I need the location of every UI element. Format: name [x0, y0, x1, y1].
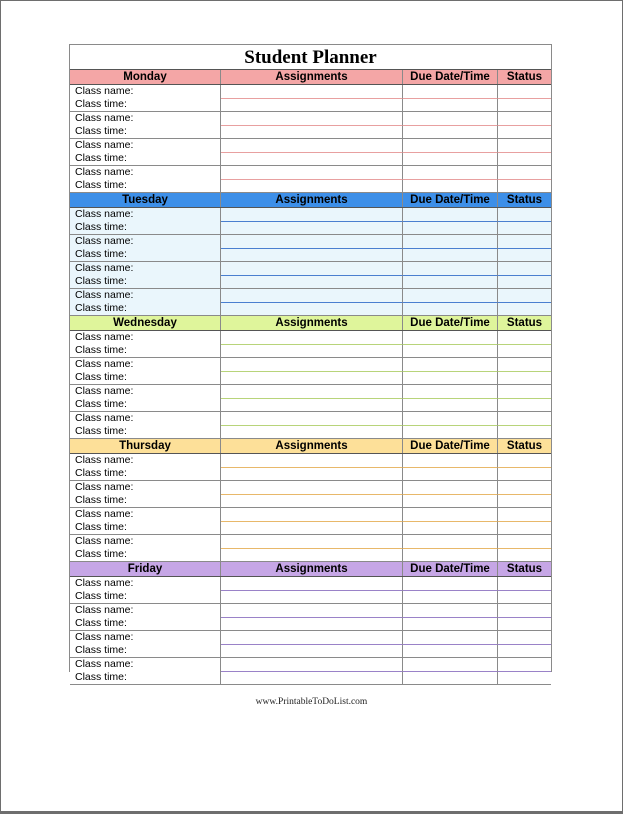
assignment-grid — [221, 208, 551, 235]
assignment-grid — [221, 412, 551, 439]
class-time-label: Class time: — [75, 344, 127, 356]
assignment-cell[interactable] — [221, 495, 403, 509]
due-cell[interactable] — [403, 549, 498, 563]
status-cell[interactable] — [498, 658, 551, 672]
class-info-cell[interactable] — [70, 139, 221, 166]
class-name-label: Class name: — [75, 208, 134, 220]
class-info-cell[interactable] — [70, 262, 221, 289]
due-header: Due Date/Time — [403, 70, 498, 84]
assignment-line — [221, 180, 551, 194]
due-cell[interactable] — [403, 672, 498, 686]
assignment-line — [221, 549, 551, 563]
assignment-cell[interactable] — [221, 631, 403, 645]
class-row — [70, 508, 551, 535]
class-row — [70, 454, 551, 481]
assignment-cell[interactable] — [221, 222, 403, 236]
assignment-cell[interactable] — [221, 426, 403, 440]
status-cell[interactable] — [498, 672, 551, 686]
assignment-cell[interactable] — [221, 372, 403, 386]
class-info-cell[interactable] — [70, 658, 221, 685]
assignment-cell[interactable] — [221, 345, 403, 359]
assignment-line — [221, 385, 551, 399]
class-name-label: Class name: — [75, 235, 134, 247]
due-cell[interactable] — [403, 426, 498, 440]
class-name-label: Class name: — [75, 535, 134, 547]
assignment-line — [221, 508, 551, 522]
class-name-label: Class name: — [75, 262, 134, 274]
status-cell[interactable] — [498, 139, 551, 153]
class-info-cell[interactable] — [70, 508, 221, 535]
assignment-line — [221, 604, 551, 618]
class-row — [70, 604, 551, 631]
class-time-label: Class time: — [75, 98, 127, 110]
assignment-line — [221, 276, 551, 290]
day-section-tuesday — [70, 193, 551, 316]
assignment-grid — [221, 385, 551, 412]
assignment-grid — [221, 331, 551, 358]
day-header — [70, 70, 551, 85]
assignment-cell[interactable] — [221, 166, 403, 180]
class-time-label: Class time: — [75, 521, 127, 533]
due-header: Due Date/Time — [403, 439, 498, 453]
assignment-line — [221, 303, 551, 317]
class-name-label: Class name: — [75, 577, 134, 589]
day-header — [70, 316, 551, 331]
status-cell[interactable] — [498, 358, 551, 372]
assignment-line — [221, 153, 551, 167]
assignment-cell[interactable] — [221, 208, 403, 222]
due-cell[interactable] — [403, 631, 498, 645]
assignment-grid — [221, 112, 551, 139]
class-name-label: Class name: — [75, 631, 134, 643]
assignment-line — [221, 535, 551, 549]
assignment-line — [221, 262, 551, 276]
day-header — [70, 562, 551, 577]
status-header: Status — [506, 563, 543, 575]
due-cell[interactable] — [403, 180, 498, 194]
class-name-label: Class name: — [75, 604, 134, 616]
due-cell[interactable] — [403, 454, 498, 468]
class-time-label: Class time: — [75, 467, 127, 479]
class-row — [70, 289, 551, 316]
status-cell[interactable] — [498, 276, 551, 290]
class-info-cell[interactable] — [70, 604, 221, 631]
class-row — [70, 235, 551, 262]
assignment-cell[interactable] — [221, 235, 403, 249]
assignment-cell[interactable] — [221, 522, 403, 536]
class-row — [70, 262, 551, 289]
class-name-label: Class name: — [75, 139, 134, 151]
class-row — [70, 139, 551, 166]
class-name-label: Class name: — [75, 166, 134, 178]
class-info-cell[interactable] — [70, 289, 221, 316]
assignment-cell[interactable] — [221, 645, 403, 659]
status-cell[interactable] — [498, 112, 551, 126]
status-cell[interactable] — [498, 166, 551, 180]
class-info-cell[interactable] — [70, 385, 221, 412]
class-name-label: Class name: — [75, 508, 134, 520]
assignment-grid — [221, 631, 551, 658]
status-cell[interactable] — [498, 289, 551, 303]
day-name: Wednesday — [70, 316, 221, 330]
due-cell[interactable] — [403, 522, 498, 536]
due-cell[interactable] — [403, 618, 498, 632]
assignment-line — [221, 399, 551, 413]
day-section-wednesday — [70, 316, 551, 439]
class-row — [70, 577, 551, 604]
status-cell[interactable] — [498, 522, 551, 536]
due-cell[interactable] — [403, 112, 498, 126]
due-cell[interactable] — [403, 166, 498, 180]
class-name-label: Class name: — [75, 112, 134, 124]
assignment-cell[interactable] — [221, 85, 403, 99]
status-cell[interactable] — [498, 495, 551, 509]
day-header — [70, 439, 551, 454]
status-cell[interactable] — [498, 535, 551, 549]
due-cell[interactable] — [403, 345, 498, 359]
class-row — [70, 412, 551, 439]
assignment-line — [221, 454, 551, 468]
status-cell[interactable] — [498, 577, 551, 591]
day-section-monday — [70, 70, 551, 193]
class-time-label: Class time: — [75, 398, 127, 410]
status-cell[interactable] — [498, 180, 551, 194]
assignments-header: Assignments — [221, 316, 403, 330]
due-cell[interactable] — [403, 508, 498, 522]
assignment-cell[interactable] — [221, 331, 403, 345]
class-time-label: Class time: — [75, 152, 127, 164]
due-cell[interactable] — [403, 249, 498, 263]
class-info-cell[interactable] — [70, 235, 221, 262]
class-info-cell[interactable] — [70, 331, 221, 358]
assignment-cell[interactable] — [221, 399, 403, 413]
assignment-cell[interactable] — [221, 412, 403, 426]
assignment-cell[interactable] — [221, 481, 403, 495]
class-name-label: Class name: — [75, 289, 134, 301]
due-cell[interactable] — [403, 591, 498, 605]
due-header: Due Date/Time — [403, 562, 498, 576]
status-cell[interactable] — [498, 153, 551, 167]
assignment-cell[interactable] — [221, 112, 403, 126]
assignment-line — [221, 139, 551, 153]
assignment-line — [221, 331, 551, 345]
due-cell[interactable] — [403, 331, 498, 345]
assignment-cell[interactable] — [221, 604, 403, 618]
due-cell[interactable] — [403, 385, 498, 399]
assignment-grid — [221, 577, 551, 604]
class-name-label: Class name: — [75, 412, 134, 424]
class-info-cell[interactable] — [70, 412, 221, 439]
due-cell[interactable] — [403, 303, 498, 317]
assignment-line — [221, 166, 551, 180]
assignment-cell[interactable] — [221, 508, 403, 522]
assignment-line — [221, 345, 551, 359]
status-cell[interactable] — [498, 249, 551, 263]
class-name-label: Class name: — [75, 85, 134, 97]
assignment-grid — [221, 358, 551, 385]
assignment-cell[interactable] — [221, 249, 403, 263]
day-name: Monday — [70, 70, 221, 84]
status-cell[interactable] — [498, 618, 551, 632]
due-cell[interactable] — [403, 276, 498, 290]
assignment-line — [221, 85, 551, 99]
class-time-label: Class time: — [75, 425, 127, 437]
status-cell[interactable] — [498, 372, 551, 386]
class-name-label: Class name: — [75, 454, 134, 466]
status-cell[interactable] — [498, 385, 551, 399]
assignment-cell[interactable] — [221, 126, 403, 140]
status-cell[interactable] — [498, 412, 551, 426]
class-info-cell[interactable] — [70, 631, 221, 658]
due-cell[interactable] — [403, 262, 498, 276]
day-section-thursday — [70, 439, 551, 562]
due-cell[interactable] — [403, 604, 498, 618]
class-info-cell[interactable] — [70, 85, 221, 112]
days-container — [70, 70, 551, 685]
class-row — [70, 112, 551, 139]
class-row — [70, 166, 551, 193]
due-cell[interactable] — [403, 399, 498, 413]
assignment-line — [221, 358, 551, 372]
assignment-cell[interactable] — [221, 618, 403, 632]
assignment-line — [221, 289, 551, 303]
status-header: Status — [506, 71, 543, 83]
due-cell[interactable] — [403, 468, 498, 482]
assignment-cell[interactable] — [221, 358, 403, 372]
status-cell[interactable] — [498, 591, 551, 605]
assignment-cell[interactable] — [221, 276, 403, 290]
class-time-label: Class time: — [75, 302, 127, 314]
status-cell[interactable] — [498, 508, 551, 522]
assignment-cell[interactable] — [221, 139, 403, 153]
status-cell[interactable] — [498, 235, 551, 249]
assignment-line — [221, 99, 551, 113]
due-cell[interactable] — [403, 412, 498, 426]
status-cell[interactable] — [498, 208, 551, 222]
class-info-cell[interactable] — [70, 358, 221, 385]
class-row — [70, 481, 551, 508]
due-cell[interactable] — [403, 85, 498, 99]
class-time-label: Class time: — [75, 617, 127, 629]
page-title: Student Planner — [70, 45, 551, 70]
due-cell[interactable] — [403, 495, 498, 509]
assignment-grid — [221, 262, 551, 289]
assignment-line — [221, 577, 551, 591]
due-cell[interactable] — [403, 99, 498, 113]
assignments-header: Assignments — [221, 193, 403, 207]
assignment-line — [221, 468, 551, 482]
assignment-line — [221, 631, 551, 645]
assignment-line — [221, 481, 551, 495]
class-time-label: Class time: — [75, 371, 127, 383]
assignment-line — [221, 412, 551, 426]
class-time-label: Class time: — [75, 671, 127, 683]
status-cell[interactable] — [498, 549, 551, 563]
assignment-line — [221, 249, 551, 263]
status-cell[interactable] — [498, 426, 551, 440]
class-time-label: Class time: — [75, 590, 127, 602]
assignment-cell[interactable] — [221, 180, 403, 194]
status-header: Status — [506, 317, 543, 329]
assignment-grid — [221, 85, 551, 112]
assignment-cell[interactable] — [221, 658, 403, 672]
due-header: Due Date/Time — [403, 316, 498, 330]
class-name-label: Class name: — [75, 358, 134, 370]
status-cell[interactable] — [498, 468, 551, 482]
status-header: Status — [506, 194, 543, 206]
class-time-label: Class time: — [75, 494, 127, 506]
due-cell[interactable] — [403, 535, 498, 549]
class-time-label: Class time: — [75, 548, 127, 560]
status-header: Status — [506, 440, 543, 452]
status-cell[interactable] — [498, 262, 551, 276]
planner-sheet — [69, 44, 552, 683]
due-cell[interactable] — [403, 358, 498, 372]
class-row — [70, 658, 551, 685]
class-name-label: Class name: — [75, 481, 134, 493]
due-cell[interactable] — [403, 222, 498, 236]
class-name-label: Class name: — [75, 658, 134, 670]
assignment-cell[interactable] — [221, 591, 403, 605]
due-cell[interactable] — [403, 126, 498, 140]
assignment-cell[interactable] — [221, 289, 403, 303]
assignment-cell[interactable] — [221, 99, 403, 113]
assignment-cell[interactable] — [221, 549, 403, 563]
day-header — [70, 193, 551, 208]
class-time-label: Class time: — [75, 644, 127, 656]
assignment-line — [221, 426, 551, 440]
assignment-grid — [221, 289, 551, 316]
class-time-label: Class time: — [75, 221, 127, 233]
assignment-cell[interactable] — [221, 535, 403, 549]
class-info-cell[interactable] — [70, 208, 221, 235]
status-cell[interactable] — [498, 222, 551, 236]
status-cell[interactable] — [498, 303, 551, 317]
day-name: Thursday — [70, 439, 221, 453]
assignment-line — [221, 658, 551, 672]
class-name-label: Class name: — [75, 331, 134, 343]
assignment-cell[interactable] — [221, 262, 403, 276]
status-cell[interactable] — [498, 331, 551, 345]
assignment-line — [221, 208, 551, 222]
assignment-grid — [221, 139, 551, 166]
class-info-cell[interactable] — [70, 166, 221, 193]
class-info-cell[interactable] — [70, 112, 221, 139]
status-cell[interactable] — [498, 399, 551, 413]
status-cell[interactable] — [498, 631, 551, 645]
class-time-label: Class time: — [75, 125, 127, 137]
assignment-grid — [221, 235, 551, 262]
assignment-cell[interactable] — [221, 468, 403, 482]
due-cell[interactable] — [403, 289, 498, 303]
due-header: Due Date/Time — [403, 193, 498, 207]
due-cell[interactable] — [403, 235, 498, 249]
assignment-line — [221, 372, 551, 386]
assignment-line — [221, 645, 551, 659]
class-info-cell[interactable] — [70, 577, 221, 604]
status-cell[interactable] — [498, 85, 551, 99]
footer-url: www.PrintableToDoList.com — [255, 697, 368, 707]
due-cell[interactable] — [403, 645, 498, 659]
assignment-line — [221, 222, 551, 236]
class-info-cell[interactable] — [70, 535, 221, 562]
assignment-cell[interactable] — [221, 385, 403, 399]
due-cell[interactable] — [403, 577, 498, 591]
class-name-label: Class name: — [75, 385, 134, 397]
assignments-header: Assignments — [221, 439, 403, 453]
status-cell[interactable] — [498, 126, 551, 140]
assignment-grid — [221, 658, 551, 685]
assignment-grid — [221, 604, 551, 631]
assignment-cell[interactable] — [221, 153, 403, 167]
assignment-line — [221, 112, 551, 126]
assignment-cell[interactable] — [221, 672, 403, 686]
assignment-grid — [221, 454, 551, 481]
class-row — [70, 535, 551, 562]
status-cell[interactable] — [498, 604, 551, 618]
assignment-grid — [221, 535, 551, 562]
assignment-line — [221, 591, 551, 605]
day-name: Tuesday — [70, 193, 221, 207]
day-section-friday — [70, 562, 551, 685]
class-row — [70, 331, 551, 358]
assignment-cell[interactable] — [221, 454, 403, 468]
due-cell[interactable] — [403, 208, 498, 222]
class-row — [70, 358, 551, 385]
class-row — [70, 385, 551, 412]
assignment-grid — [221, 166, 551, 193]
due-cell[interactable] — [403, 153, 498, 167]
assignment-line — [221, 522, 551, 536]
class-time-label: Class time: — [75, 248, 127, 260]
status-cell[interactable] — [498, 645, 551, 659]
assignment-grid — [221, 481, 551, 508]
due-cell[interactable] — [403, 372, 498, 386]
status-cell[interactable] — [498, 99, 551, 113]
due-cell[interactable] — [403, 481, 498, 495]
assignment-line — [221, 672, 551, 686]
status-cell[interactable] — [498, 454, 551, 468]
class-time-label: Class time: — [75, 179, 127, 191]
due-cell[interactable] — [403, 139, 498, 153]
class-time-label: Class time: — [75, 275, 127, 287]
status-cell[interactable] — [498, 481, 551, 495]
class-row — [70, 631, 551, 658]
due-cell[interactable] — [403, 658, 498, 672]
assignments-header: Assignments — [221, 70, 403, 84]
class-row — [70, 208, 551, 235]
assignment-line — [221, 126, 551, 140]
assignment-line — [221, 618, 551, 632]
assignment-line — [221, 495, 551, 509]
assignment-cell[interactable] — [221, 577, 403, 591]
assignment-grid — [221, 508, 551, 535]
status-cell[interactable] — [498, 345, 551, 359]
assignment-cell[interactable] — [221, 303, 403, 317]
class-info-cell[interactable] — [70, 454, 221, 481]
class-info-cell[interactable] — [70, 481, 221, 508]
day-name: Friday — [70, 562, 221, 576]
class-row — [70, 85, 551, 112]
assignments-header: Assignments — [221, 562, 403, 576]
assignment-line — [221, 235, 551, 249]
